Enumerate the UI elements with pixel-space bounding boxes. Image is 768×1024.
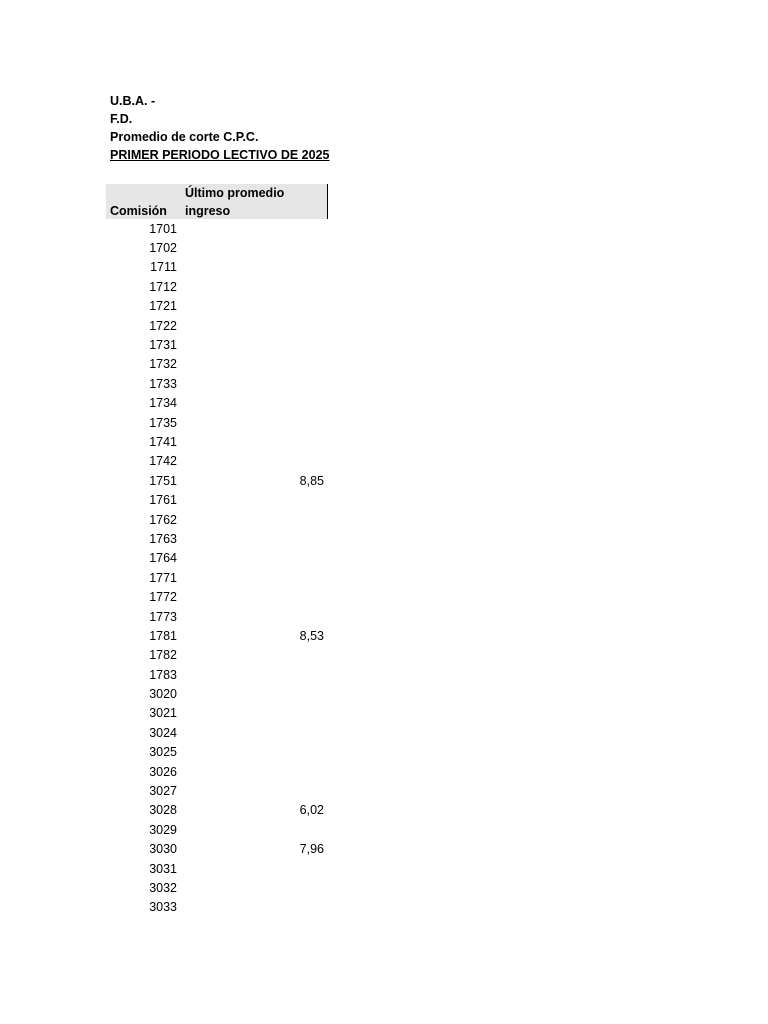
- table-row: [106, 665, 328, 684]
- cell-comision: 1731: [149, 338, 177, 353]
- table-row: [106, 335, 328, 354]
- table-row: [106, 626, 328, 645]
- table-row: [106, 238, 328, 257]
- table-row: [106, 859, 328, 878]
- document-header: [110, 92, 330, 164]
- table-row: [106, 607, 328, 626]
- table-row: [106, 297, 328, 316]
- table-row: [106, 762, 328, 781]
- cell-comision: 3030: [149, 842, 177, 857]
- table-row: [106, 704, 328, 723]
- column-header-comision: Comisión: [110, 204, 167, 218]
- table-row: [106, 840, 328, 859]
- cell-comision: 3032: [149, 880, 177, 895]
- cell-comision: 1764: [149, 551, 177, 566]
- cell-comision: 1712: [149, 279, 177, 294]
- table-row: [106, 743, 328, 762]
- cell-comision: 3024: [149, 725, 177, 740]
- cell-comision: 1722: [149, 318, 177, 333]
- cell-comision: 3027: [149, 784, 177, 799]
- table-row: [106, 277, 328, 296]
- cell-comision: 1732: [149, 357, 177, 372]
- table-row: [106, 781, 328, 800]
- cell-comision: 3028: [149, 803, 177, 818]
- table-row: [106, 587, 328, 606]
- table-row: [106, 820, 328, 839]
- document-subtitle: Promedio de corte C.P.C.: [110, 130, 259, 144]
- cutoff-table: [106, 184, 328, 917]
- cell-comision: 3033: [149, 900, 177, 915]
- table-row: [106, 219, 328, 238]
- table-row: [106, 374, 328, 393]
- cell-comision: 1781: [149, 628, 177, 643]
- cell-promedio: 6,02: [299, 803, 324, 818]
- table-row: [106, 801, 328, 820]
- cell-comision: 1735: [149, 415, 177, 430]
- cell-comision: 1701: [149, 221, 177, 236]
- cell-comision: 1721: [149, 299, 177, 314]
- table-row: [106, 549, 328, 568]
- table-row: [106, 490, 328, 509]
- table-row: [106, 452, 328, 471]
- cell-comision: 1773: [149, 609, 177, 624]
- table-row: [106, 316, 328, 335]
- university-label: U.B.A. -: [110, 94, 156, 108]
- cell-promedio: 7,96: [299, 842, 324, 857]
- cell-comision: 1734: [149, 396, 177, 411]
- cell-comision: 1782: [149, 648, 177, 663]
- table-row: [106, 898, 328, 917]
- cell-comision: 1761: [149, 493, 177, 508]
- table-body: [106, 219, 328, 917]
- table-row: [106, 878, 328, 897]
- cell-comision: 1771: [149, 570, 177, 585]
- cell-comision: 1763: [149, 531, 177, 546]
- cell-comision: 1733: [149, 376, 177, 391]
- cell-comision: 1762: [149, 512, 177, 527]
- cell-comision: 3021: [149, 706, 177, 721]
- table-row: [106, 432, 328, 451]
- table-row: [106, 646, 328, 665]
- cell-comision: 1741: [149, 434, 177, 449]
- table-row: [106, 568, 328, 587]
- table-row: [106, 394, 328, 413]
- cell-comision: 1783: [149, 667, 177, 682]
- cell-comision: 3031: [149, 861, 177, 876]
- cell-comision: 3020: [149, 687, 177, 702]
- cell-promedio: 8,53: [299, 628, 324, 643]
- cell-comision: 3026: [149, 764, 177, 779]
- table-row: [106, 723, 328, 742]
- table-row: [106, 355, 328, 374]
- table-row: [106, 510, 328, 529]
- cell-comision: 3029: [149, 822, 177, 837]
- table-row: [106, 258, 328, 277]
- cell-comision: 1711: [150, 260, 177, 275]
- cell-comision: 1772: [149, 590, 177, 605]
- cell-comision: 1702: [149, 241, 177, 256]
- cell-comision: 1742: [149, 454, 177, 469]
- cell-comision: 3025: [149, 745, 177, 760]
- table-header: [106, 184, 328, 219]
- period-title: PRIMER PERIODO LECTIVO DE 2025: [110, 148, 330, 162]
- table-row: [106, 684, 328, 703]
- cell-comision: 1751: [149, 473, 177, 488]
- faculty-label: F.D.: [110, 112, 133, 126]
- table-row: [106, 529, 328, 548]
- cell-promedio: 8,85: [299, 473, 324, 488]
- table-row: [106, 471, 328, 490]
- table-row: [106, 413, 328, 432]
- column-header-promedio: Último promedio ingreso: [185, 186, 285, 218]
